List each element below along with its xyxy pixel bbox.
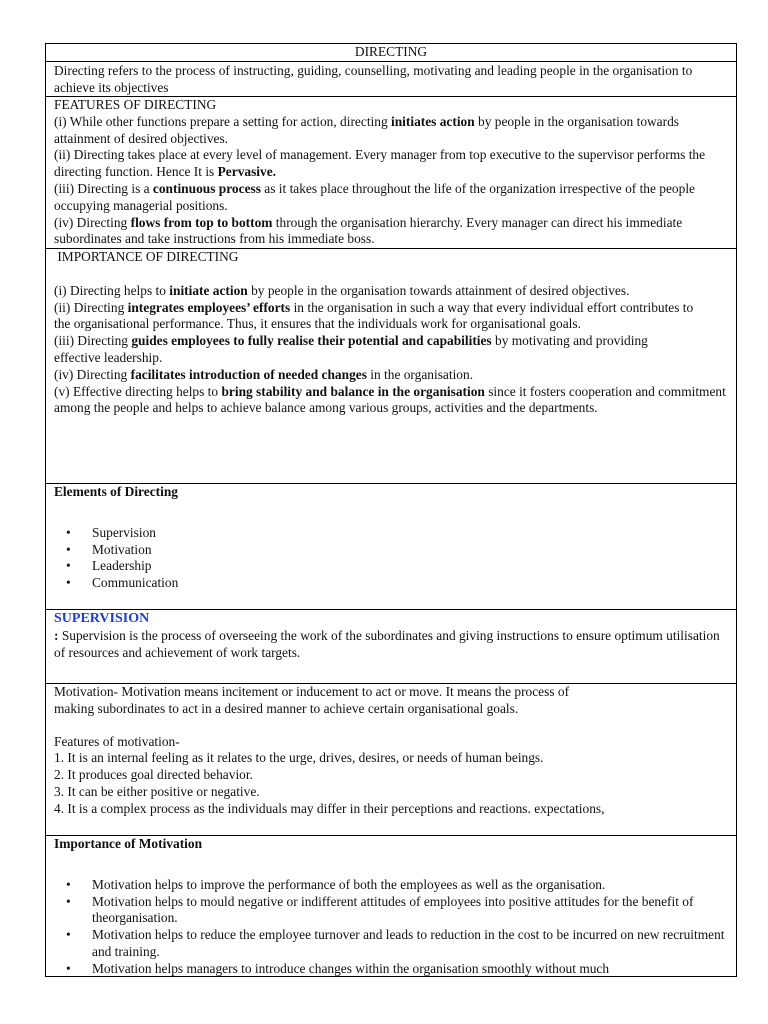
elements-row [46, 484, 736, 610]
importance-item: (ii) Directing integrates employees’ efforts in the organisation in such a way that every individual effort contributes to the organisational performance. Thus, it ensures that the individuals work for organisational goals. [54, 299, 694, 332]
importance-motivation-heading: Importance of Motivation [54, 836, 203, 851]
list-item: • Communication [92, 575, 728, 592]
features-item: (iv) Directing flows from top to bottom through the organisation hierarchy. Every manager can direct his immediate subordinates and take instructions from his immediate boss. [54, 214, 683, 247]
supervision-text: : Supervision is the process of overseeing the work of the subordinates and giving instructions to ensure optimum utilisation of resources and achievement of work targets. [54, 628, 720, 660]
definition-text: Directing refers to the process of instructing, guiding, counselling, motivating and leading people in the organisation to achieve its objectives [54, 63, 693, 95]
importance-item: (iii) Directing guides employees to fully realise their potential and capabilities by motivating and providing effective leadership. [54, 333, 648, 365]
motivation-features-heading: Features of motivation- [54, 733, 180, 749]
features-item: (i) While other functions prepare a setting for action, directing initiates action by people in the organisation towards attainment of desired objectives. [54, 113, 679, 146]
features-item: (ii) Directing takes place at every level of management. Every manager from top executive to the supervisor performs the directing function. Hence It is Pervasive. [54, 147, 706, 180]
features-row [46, 97, 736, 249]
title-row [46, 44, 736, 62]
importance-item: (i) Directing helps to initiate action by people in the organisation towards attainment of desired objectives. [54, 282, 630, 298]
list-item: • Motivation helps to mould negative or indifferent attitudes of employees into positive attitudes for the benefit of theorganisation. [92, 894, 728, 928]
importance-motivation-row [46, 836, 736, 977]
elements-heading: Elements of Directing [54, 484, 178, 499]
motivation-feature-2: 2. It produces goal directed behavior. [54, 767, 253, 783]
list-item: • Supervision [92, 525, 728, 542]
importance-heading: IMPORTANCE OF DIRECTING [54, 249, 239, 264]
motivation-line-1: Motivation- Motivation means incitement or inducement to act or move. It means the process of [54, 684, 570, 699]
supervision-row [46, 610, 736, 684]
motivation-feature-4: 4. It is a complex process as the individuals may differ in their perceptions and reactions. expectations, [54, 800, 605, 816]
list-item: • Motivation [92, 542, 728, 559]
importance-row [46, 249, 736, 484]
definition-row [46, 62, 736, 97]
motivation-feature-1: 1. It is an internal feeling as it relates to the urge, drives, desires, or needs of human beings. [54, 750, 544, 766]
motivation-row [46, 684, 736, 836]
list-item: • Motivation helps to improve the performance of both the employees as well as the organisation. [92, 877, 728, 894]
page-title: DIRECTING [354, 44, 428, 59]
directing-table [45, 43, 737, 977]
list-item: • Leadership [92, 558, 728, 575]
importance-motivation-list [54, 877, 728, 977]
importance-item: (iv) Directing facilitates introduction of needed changes in the organisation. [54, 366, 474, 382]
supervision-heading: SUPERVISION [54, 611, 150, 626]
motivation-line-2: making subordinates to act in a desired manner to achieve certain organisational goals. [54, 700, 519, 716]
elements-list [54, 525, 728, 592]
features-item: (iii) Directing is a continuous process as it takes place throughout the life of the organization irrespective of the people occupying managerial positions. [54, 180, 695, 213]
list-item: • Motivation helps managers to introduce changes within the organisation smoothly without much [92, 961, 728, 977]
motivation-feature-3: 3. It can be either positive or negative. [54, 783, 260, 799]
list-item: • Motivation helps to reduce the employee turnover and leads to reduction in the cost to be incurred on new recruitment and training. [92, 927, 728, 961]
importance-item: (v) Effective directing helps to bring stability and balance in the organisation since it fosters cooperation and commitment among the people and helps to achieve balance among various groups, activities and the departments. [54, 383, 726, 416]
features-heading: FEATURES OF DIRECTING [54, 97, 217, 112]
